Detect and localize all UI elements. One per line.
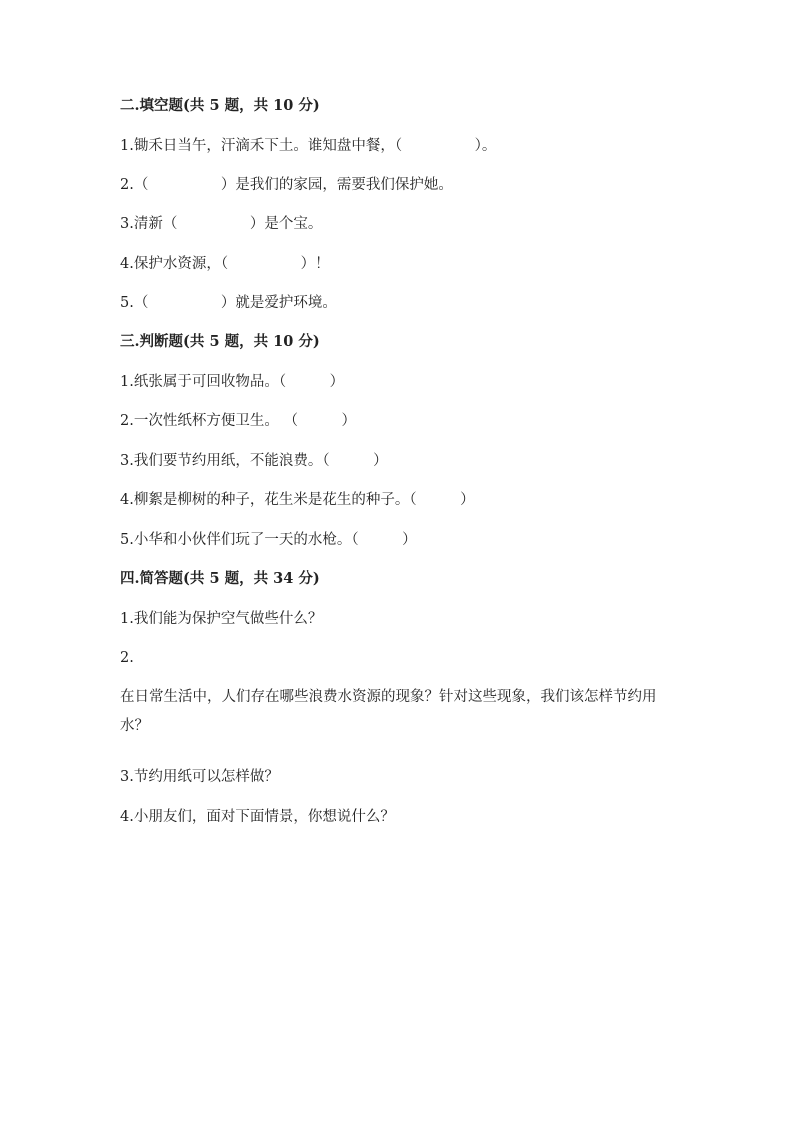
question-fill-5: 5.（ ）就是爱护环境。	[120, 295, 337, 311]
section-heading-fill-blank: 二.填空题(共 5 题，共 10 分)	[120, 97, 320, 114]
question-short-1: 1.我们能为保护空气做些什么？	[120, 611, 323, 627]
section-heading-short-answer: 四.简答题(共 5 题，共 34 分)	[120, 570, 320, 587]
question-judge-3: 3.我们要节约用纸，不能浪费。（ ）	[120, 453, 388, 469]
question-fill-4: 4.保护水资源，（ ）！	[120, 256, 330, 272]
question-judge-5: 5.小华和小伙伴们玩了一天的水枪。（ ）	[120, 532, 417, 548]
section-heading-true-false: 三.判断题(共 5 题，共 10 分)	[120, 333, 320, 350]
question-judge-1: 1.纸张属于可回收物品。（ ）	[120, 374, 345, 390]
question-fill-2: 2.（ ）是我们的家园，需要我们保护她。	[120, 177, 453, 193]
question-short-2-text: 在日常生活中，人们存在哪些浪费水资源的现象？针对这些现象，我们该怎样节约用水？	[120, 689, 657, 734]
question-judge-2: 2.一次性纸杯方便卫生。 （ ）	[120, 413, 356, 429]
question-judge-4: 4.柳絮是柳树的种子，花生米是花生的种子。（ ）	[120, 492, 475, 508]
question-short-2-number: 2.	[120, 650, 134, 666]
question-short-3: 3.节约用纸可以怎样做？	[120, 769, 279, 785]
question-fill-3: 3.清新（ ）是个宝。	[120, 216, 323, 232]
question-short-4: 4.小朋友们，面对下面情景，你想说什么？	[120, 809, 395, 825]
question-fill-1: 1.锄禾日当午，汗滴禾下土。谁知盘中餐，（ ）。	[120, 138, 497, 154]
